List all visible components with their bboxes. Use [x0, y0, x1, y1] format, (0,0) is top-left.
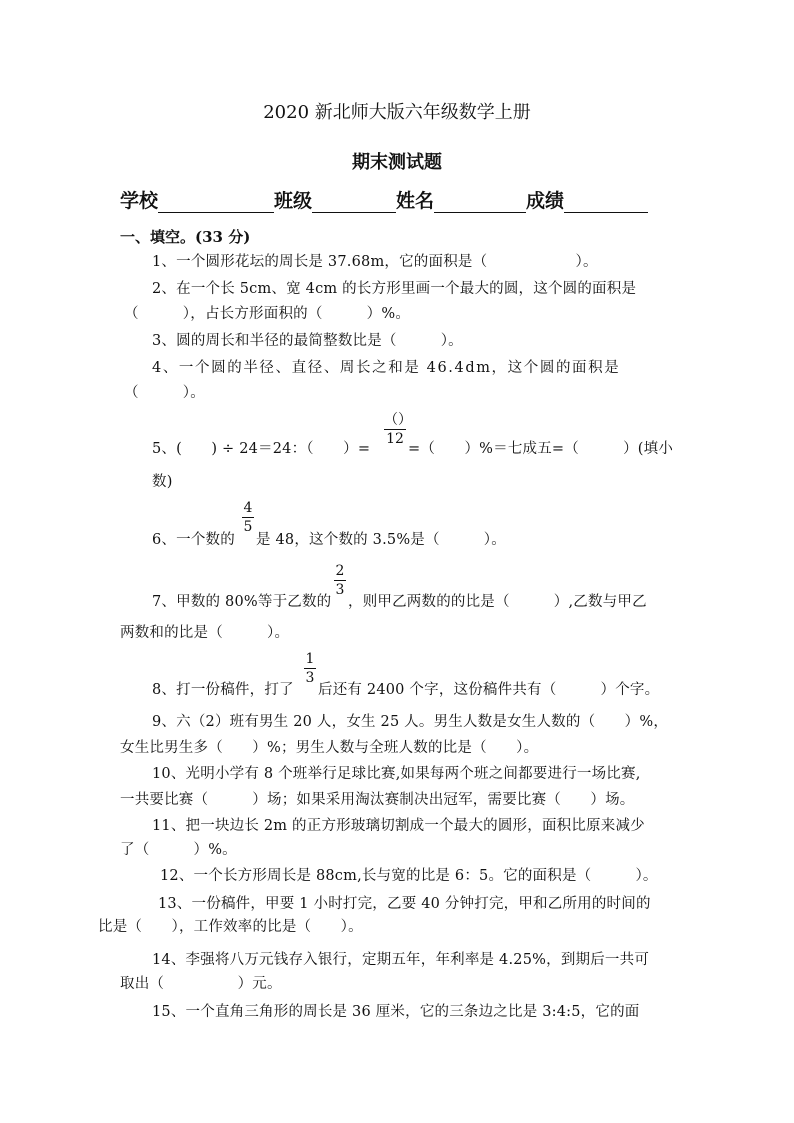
- question-4-line-1: 4、一个圆的半径、直径、周长之和是 46.4dm，这个圆的面积是: [152, 360, 621, 376]
- fraction-denominator: 3: [335, 582, 345, 598]
- class-blank[interactable]: [312, 190, 396, 213]
- question-2-line-2: （ ），占长方形面积的（ ）%。: [124, 306, 411, 322]
- question-6-part-2: 是 48，这个数的 3.5%是（ ）。: [256, 532, 506, 548]
- question-3: 3、圆的周长和半径的最简整数比是（ ）。: [152, 333, 463, 349]
- score-blank[interactable]: [564, 190, 648, 213]
- question-2-line-1: 2、在一个长 5cm、宽 4cm 的长方形里画一个最大的圆，这个圆的面积是: [152, 281, 637, 297]
- question-7-fraction: [334, 563, 346, 598]
- fraction-numerator: 4: [243, 500, 253, 516]
- fraction-numerator: 2: [335, 563, 345, 579]
- fraction-numerator: 1: [305, 651, 315, 667]
- question-6-part-1: 6、一个数的: [152, 532, 235, 548]
- question-10-line-1: 10、光明小学有 8 个班举行足球比赛,如果每两个班之间都要进行一场比赛,: [152, 766, 641, 782]
- question-15-line-1: 15、一个直角三角形的周长是 36 厘米，它的三条边之比是 3:4:5，它的面: [152, 1004, 640, 1020]
- question-7-part-1: 7、甲数的 80%等于乙数的: [152, 594, 332, 610]
- exam-title: 2020 新北师大版六年级数学上册: [263, 102, 531, 123]
- question-7-part-3: 两数和的比是（ ）。: [120, 625, 290, 641]
- question-7-part-2: ，则甲乙两数的的比是（ ）,乙数与甲乙: [348, 594, 647, 610]
- question-13-line-1: 13、一份稿件，甲要 1 小时打完，乙要 40 分钟打完，甲和乙所用的时间的: [158, 896, 651, 912]
- question-14-line-2: 取出（ ）元。: [120, 976, 282, 992]
- question-11-line-1: 11、把一块边长 2m 的正方形玻璃切割成一个最大的圆形，面积比原来减少: [152, 818, 645, 834]
- score-label: 成绩: [526, 190, 565, 212]
- question-5-fraction: [384, 412, 412, 447]
- question-4-line-2: （ ）。: [124, 385, 205, 401]
- school-blank[interactable]: [158, 190, 274, 213]
- question-8-fraction: [304, 651, 316, 686]
- question-14-line-1: 14、李强将八万元钱存入银行，定期五年，年利率是 4.25%，到期后一共可: [152, 952, 650, 968]
- fraction-bar: [384, 429, 406, 430]
- class-label: 班级: [274, 190, 313, 212]
- question-9-line-2: 女生比男生多（ ）%；男生人数与全班人数的比是（ ）。: [120, 740, 539, 756]
- question-5-part-3: 数): [152, 474, 173, 490]
- fraction-bar: [334, 580, 346, 581]
- fraction-numerator: （）: [384, 412, 412, 428]
- fraction-bar: [242, 517, 254, 518]
- fraction-denominator: 5: [243, 519, 253, 535]
- student-info-row: [120, 186, 648, 213]
- fraction-denominator: 3: [305, 670, 315, 686]
- question-9-line-1: 9、六（2）班有男生 20 人，女生 25 人。男生人数是女生人数的（ ）%，: [152, 714, 669, 730]
- question-5-part-1: 5、( ) ÷ 24＝24：（ ）=: [152, 441, 371, 457]
- question-12: 12、一个长方形周长是 88cm,长与宽的比是 6：5。它的面积是（ ）。: [160, 868, 658, 884]
- question-8-part-1: 8、打一份稿件，打了: [152, 682, 294, 698]
- name-blank[interactable]: [434, 190, 526, 213]
- question-11-line-2: 了（ ）%。: [120, 842, 237, 858]
- fraction-denominator: 12: [386, 431, 404, 447]
- fraction-bar: [304, 668, 316, 669]
- question-1: 1、一个圆形花坛的周长是 37.68m，它的面积是（ ）。: [152, 254, 598, 270]
- name-label: 姓名: [396, 190, 435, 212]
- question-8-part-2: 后还有 2400 个字，这份稿件共有（ ）个字。: [318, 682, 660, 698]
- section-heading: 一、填空。(33 分): [120, 228, 251, 246]
- school-label: 学校: [120, 190, 159, 212]
- question-10-line-2: 一共要比赛（ ）场；如果采用淘汰赛制决出冠军，需要比赛（ ）场。: [120, 792, 635, 808]
- question-6-fraction: [242, 500, 254, 535]
- question-5-part-2: =（ ）%＝七成五=（ ）(填小: [408, 441, 674, 457]
- exam-subtitle: 期末测试题: [352, 152, 442, 173]
- question-13-line-2: 比是（ ），工作效率的比是（ ）。: [98, 919, 363, 935]
